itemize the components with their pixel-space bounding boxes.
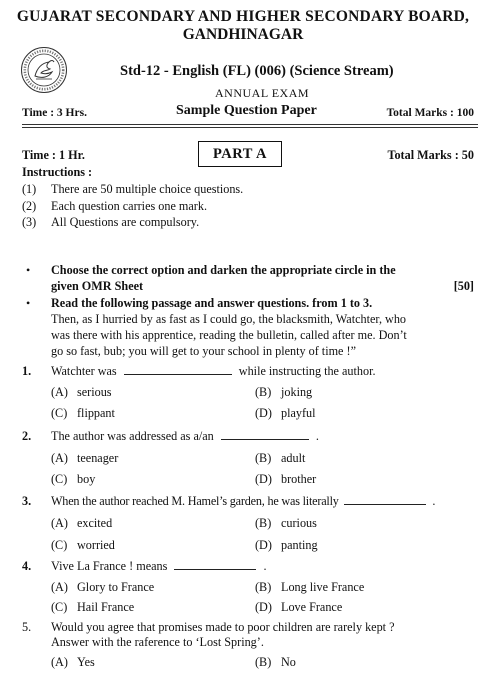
question-number: 1.	[22, 364, 32, 378]
direction-read-line: Read the following passage and answer questions. from 1 to 3.	[51, 296, 373, 310]
direction-choose-line2: given OMR Sheet	[51, 279, 144, 293]
passage-line: was there with his apprentice, reading the bulletin, called after me. Don’t	[51, 328, 407, 342]
option-label: (C)	[51, 538, 68, 552]
question-text: The author was addressed as a/an .	[51, 429, 319, 443]
passage-line: Then, as I hurried by as fast as I could go, the blacksmith, Watchter, who	[51, 312, 407, 326]
option-label: (D)	[255, 538, 272, 552]
option-text: worried	[77, 538, 115, 552]
option-label: (B)	[255, 451, 272, 465]
option-text: Love France	[281, 600, 343, 614]
option-label: (D)	[255, 600, 272, 614]
option-text: Glory to France	[77, 580, 155, 594]
option-label: (D)	[255, 406, 272, 420]
option-text: teenager	[77, 451, 119, 465]
instruction-num: (1)	[22, 182, 37, 196]
option-text: Yes	[77, 655, 95, 669]
option-label: (B)	[255, 580, 272, 594]
option-text: curious	[281, 516, 317, 530]
total-marks: Total Marks : 100	[386, 107, 474, 119]
option-label: (C)	[51, 406, 68, 420]
option-label: (D)	[255, 472, 272, 486]
answer-blank	[221, 439, 309, 440]
option-text: flippant	[77, 406, 115, 420]
option-text: playful	[281, 406, 316, 420]
bullet: •	[26, 296, 31, 310]
option-label: (A)	[51, 580, 68, 594]
option-text: Long live France	[281, 580, 365, 594]
option-label: (B)	[255, 516, 272, 530]
option-text: brother	[281, 472, 317, 486]
answer-blank	[124, 374, 232, 375]
bullet: •	[26, 263, 31, 277]
divider	[22, 127, 478, 128]
option-text: serious	[77, 385, 112, 399]
question-text: Would you agree that promises made to poor children are rarely kept ?	[51, 620, 395, 634]
question-number: 4.	[22, 559, 32, 573]
instruction-text: All Questions are compulsory.	[51, 215, 200, 229]
paper-type: Sample Question Paper	[176, 103, 317, 118]
subject-title: Std-12 - English (FL) (006) (Science Stream)	[120, 63, 394, 79]
option-label: (A)	[51, 451, 68, 465]
answer-blank	[174, 569, 256, 570]
question-number: 5.	[22, 620, 32, 634]
board-seal-logo	[20, 46, 68, 94]
instruction-text: There are 50 multiple choice questions.	[51, 182, 244, 196]
question-number: 2.	[22, 429, 32, 443]
section-marks: [50]	[453, 279, 474, 293]
option-label: (A)	[51, 385, 68, 399]
option-text: No	[281, 655, 296, 669]
option-label: (C)	[51, 600, 68, 614]
option-text: boy	[77, 472, 96, 486]
part-time: Time : 1 Hr.	[22, 148, 85, 162]
part-total-marks: Total Marks : 50	[387, 148, 474, 162]
option-label: (A)	[51, 516, 68, 530]
instruction-num: (2)	[22, 199, 37, 213]
question-text: When the author reached M. Hamel’s garden, he was literally .	[51, 494, 436, 508]
total-time: Time : 3 Hrs.	[22, 107, 87, 119]
option-label: (A)	[51, 655, 68, 669]
option-text: joking	[281, 385, 313, 399]
passage-line: go so fast, bub; you will get to your school in plenty of time !”	[51, 344, 356, 358]
part-title: PART A	[198, 141, 282, 167]
question-number: 3.	[22, 494, 32, 508]
option-label: (C)	[51, 472, 68, 486]
question-text: Vive La France ! means .	[51, 559, 267, 573]
option-text: Hail France	[77, 600, 135, 614]
question-text: Answer with the raference to ‘Lost Spring’.	[51, 635, 264, 649]
answer-blank	[344, 504, 426, 505]
instruction-text: Each question carries one mark.	[51, 199, 208, 213]
direction-choose-line1: Choose the correct option and darken the appropriate circle in the	[51, 263, 396, 277]
board-title-line1: GUJARAT SECONDARY AND HIGHER SECONDARY BOARD,	[16, 8, 470, 25]
option-text: panting	[281, 538, 318, 552]
option-text: excited	[77, 516, 113, 530]
instructions-heading: Instructions :	[22, 165, 93, 179]
question-text: Watchter was while instructing the author.	[51, 364, 376, 378]
board-title-line2: GANDHINAGAR	[182, 26, 304, 43]
exam-type: ANNUAL EXAM	[215, 86, 310, 100]
option-label: (B)	[255, 385, 272, 399]
option-text: adult	[281, 451, 306, 465]
divider	[22, 124, 478, 125]
instruction-num: (3)	[22, 215, 37, 229]
option-label: (B)	[255, 655, 272, 669]
